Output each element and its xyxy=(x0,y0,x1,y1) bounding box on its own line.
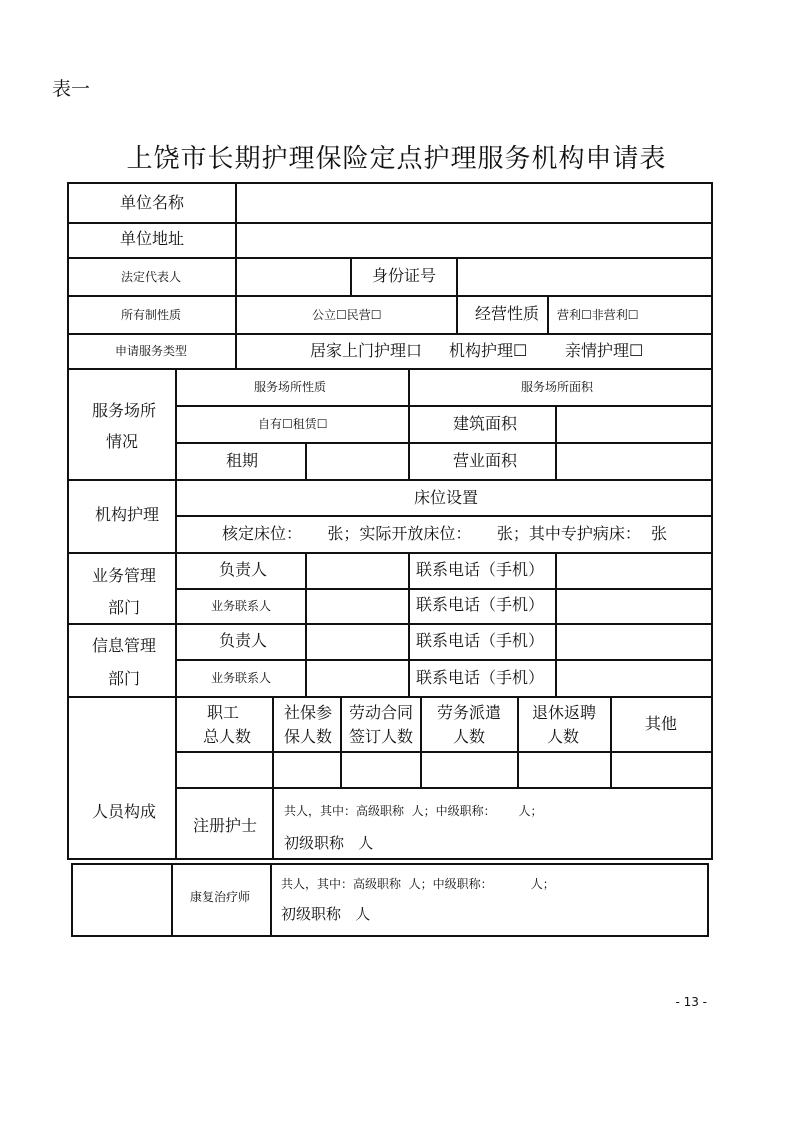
staff-social-field[interactable] xyxy=(274,753,340,787)
info-dept-head-phone-field[interactable] xyxy=(557,625,711,659)
col-dispatch-line2: 人数 xyxy=(453,727,486,746)
col-total-line2: 总人数 xyxy=(203,727,252,746)
biz-dept-head-phone-field[interactable] xyxy=(557,554,711,588)
ownership-options[interactable]: 公立☐民营☐ xyxy=(312,308,382,322)
col-social-line2: 保人数 xyxy=(284,727,333,746)
info-dept-head-field[interactable] xyxy=(307,625,408,659)
id-number-label: 身份证号 xyxy=(372,266,437,285)
col-contract-line1: 劳动合同 xyxy=(349,703,414,722)
rehab-line2: 初级职称 人 xyxy=(281,905,371,923)
info-dept-contact-label: 业务联系人 xyxy=(211,671,272,685)
page-number: - 13 - xyxy=(675,995,707,1009)
form-title: 上饶市长期护理保险定点护理服务机构申请表 xyxy=(126,144,667,174)
col-retired-line1: 退休返聘 xyxy=(532,703,597,722)
biz-dept-label-line2: 部门 xyxy=(108,598,141,617)
info-dept-label-line1: 信息管理 xyxy=(92,636,157,655)
info-dept-head-phone-label: 联系电话（手机） xyxy=(416,631,545,650)
legal-rep-field[interactable] xyxy=(237,259,350,295)
info-dept-contact-phone-field[interactable] xyxy=(557,661,711,696)
col-contract-line2: 签订人数 xyxy=(349,727,414,746)
col-social-line1: 社保参 xyxy=(284,703,333,722)
staff-label: 人员构成 xyxy=(92,802,157,821)
col-dispatch-line1: 劳务派遣 xyxy=(437,703,502,722)
staff-retired-field[interactable] xyxy=(519,753,610,787)
venue-label-line1: 服务场所 xyxy=(92,401,157,420)
unit-name-label: 单位名称 xyxy=(120,193,185,212)
rehab-line1: 共人，其中：高级职称 人；中级职称： 人； xyxy=(281,877,555,891)
rehab-label: 康复治疗师 xyxy=(190,890,251,904)
col-other: 其他 xyxy=(645,714,678,733)
nurse-line2: 初级职称 人 xyxy=(284,834,374,852)
legal-rep-label: 法定代表人 xyxy=(121,270,182,284)
venue-label-line2: 情况 xyxy=(106,432,139,451)
service-type-label: 申请服务类型 xyxy=(115,344,188,358)
venue-area-label: 服务场所面积 xyxy=(521,380,594,394)
table-label: 表一 xyxy=(52,78,91,100)
business-area-label: 营业面积 xyxy=(453,451,518,470)
biz-dept-head-field[interactable] xyxy=(307,554,408,588)
service-family-option[interactable]: 亲情护理☐ xyxy=(565,341,644,360)
venue-own-options[interactable]: 自有☐租赁☐ xyxy=(258,417,328,431)
nurse-line1: 共人，其中：高级职称 人；中级职称： 人； xyxy=(284,804,543,818)
service-institution-option[interactable]: 机构护理☐ xyxy=(449,341,528,360)
id-number-field[interactable] xyxy=(458,259,711,295)
biz-dept-contact-label: 业务联系人 xyxy=(211,599,272,613)
staff-dispatch-field[interactable] xyxy=(422,753,517,787)
service-home-option[interactable]: 居家上门护理口 xyxy=(310,341,423,360)
business-area-field[interactable] xyxy=(557,444,711,479)
unit-address-label: 单位地址 xyxy=(120,229,185,248)
staff-total-field[interactable] xyxy=(177,753,272,787)
biz-dept-contact-phone-field[interactable] xyxy=(557,590,711,623)
biz-dept-contact-field[interactable] xyxy=(307,590,408,623)
lease-term-label: 租期 xyxy=(226,451,259,470)
bed-setting-label: 床位设置 xyxy=(414,488,479,507)
lease-term-field[interactable] xyxy=(307,444,408,479)
biz-dept-head-phone-label: 联系电话（手机） xyxy=(416,560,545,579)
inst-care-label: 机构护理 xyxy=(95,505,160,524)
ownership-label: 所有制性质 xyxy=(121,308,182,322)
business-nature-label: 经营性质 xyxy=(475,304,540,323)
biz-dept-head-label: 负责人 xyxy=(219,560,268,579)
info-dept-label-line2: 部门 xyxy=(108,669,141,688)
staff-contract-field[interactable] xyxy=(342,753,420,787)
nurse-label: 注册护士 xyxy=(193,816,258,835)
building-area-label: 建筑面积 xyxy=(453,414,518,433)
building-area-field[interactable] xyxy=(557,407,711,442)
unit-name-field[interactable] xyxy=(237,184,711,222)
venue-nature-label: 服务场所性质 xyxy=(254,380,327,394)
col-retired-line2: 人数 xyxy=(547,727,580,746)
info-dept-contact-phone-label: 联系电话（手机） xyxy=(416,668,545,687)
biz-dept-contact-phone-label: 联系电话（手机） xyxy=(416,595,545,614)
info-dept-head-label: 负责人 xyxy=(219,631,268,650)
business-nature-options[interactable]: 营利☐非营利☐ xyxy=(557,308,639,322)
col-total-line1: 职工 xyxy=(207,703,240,722)
info-dept-contact-field[interactable] xyxy=(307,661,408,696)
unit-address-field[interactable] xyxy=(237,224,711,257)
staff-other-field[interactable] xyxy=(612,753,711,787)
bed-counts-text: 核定床位： 张；实际开放床位： 张；其中专护病床： 张 xyxy=(222,524,668,543)
biz-dept-label-line1: 业务管理 xyxy=(92,566,157,585)
